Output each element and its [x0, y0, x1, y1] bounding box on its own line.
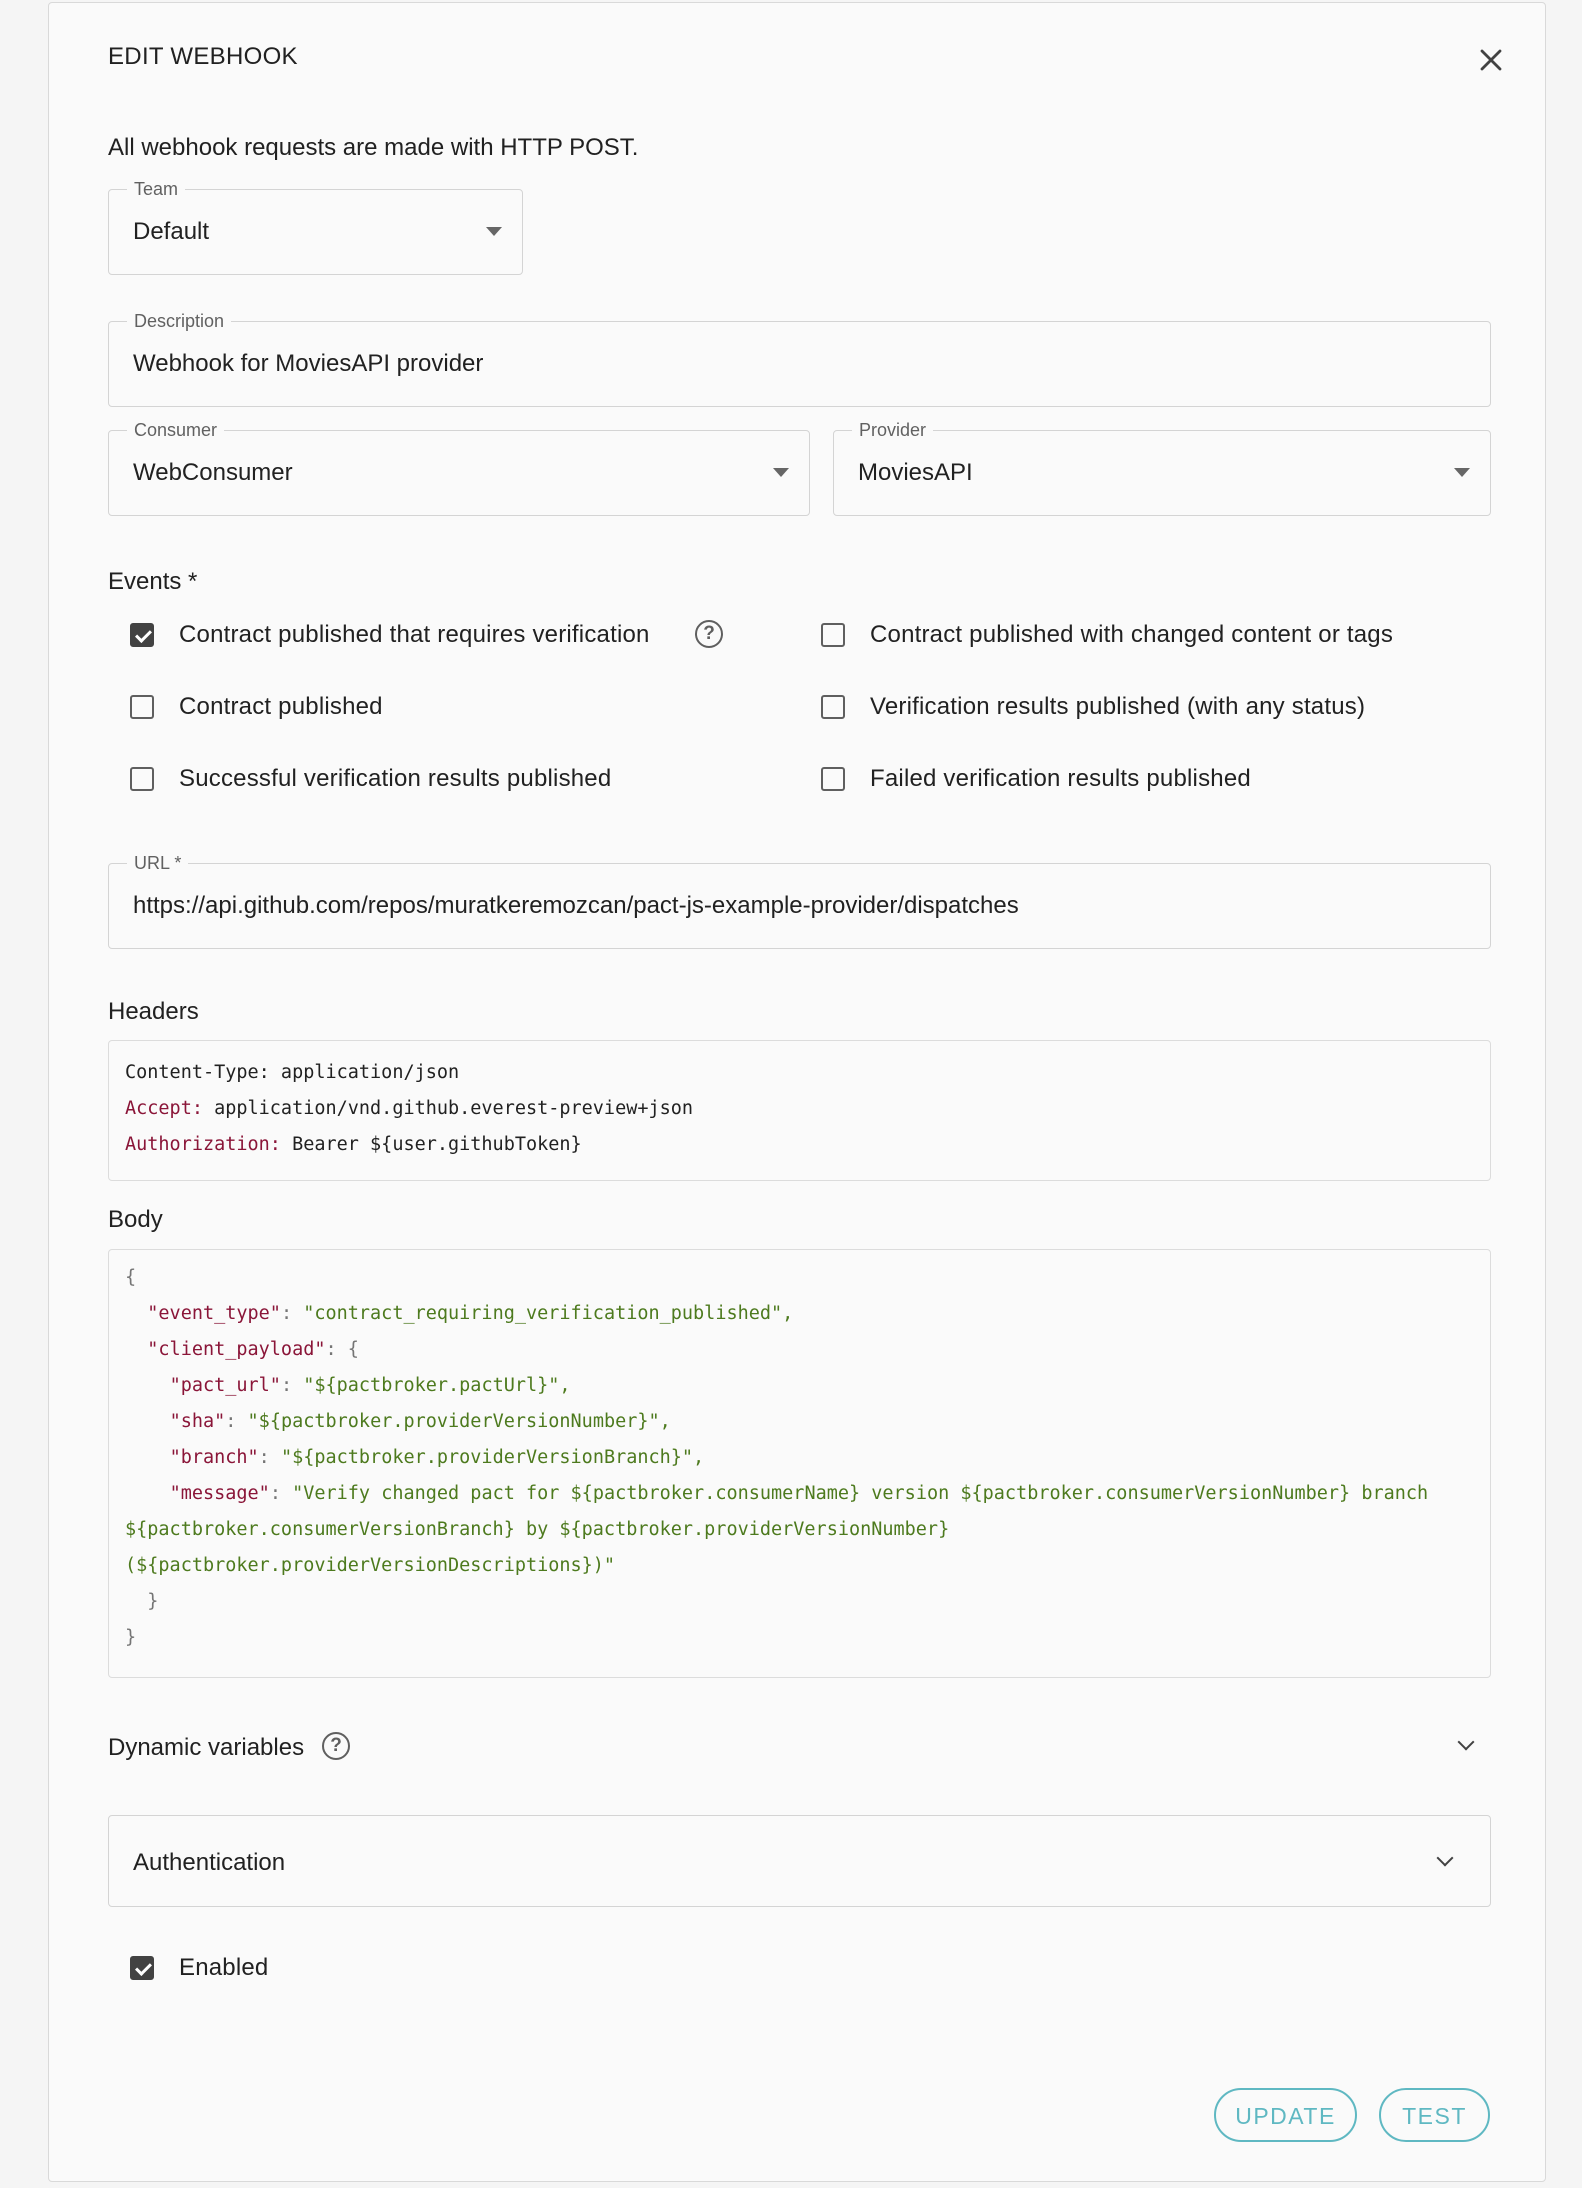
body-code-line: } [125, 1591, 159, 1612]
body-code-line: { [125, 1267, 137, 1288]
body-code-line: (${pactbroker.providerVersionDescriptions})" [125, 1555, 616, 1576]
dynamic-variables-label: Dynamic variables [108, 1734, 305, 1761]
http-post-note: All webhook requests are made with HTTP POST. [108, 134, 639, 161]
dropdown-arrow-icon [773, 468, 789, 477]
expand-dynamic-variables-chevron-icon[interactable] [1458, 1734, 1475, 1751]
event-checkbox-verification-any[interactable] [821, 695, 845, 719]
body-code-line: "message": "Verify changed pact for ${pactbroker.consumerName} version ${pactbroker.consumerVersionNumber} branch [169, 1483, 1429, 1504]
consumer-label: Consumer [127, 419, 224, 441]
url-label: URL * [127, 852, 188, 874]
event-checkbox-verification-failed[interactable] [821, 767, 845, 791]
url-field[interactable] [108, 853, 1491, 949]
consumer-select[interactable] [108, 420, 810, 516]
provider-value: MoviesAPI [858, 459, 973, 486]
provider-select[interactable] [833, 420, 1491, 516]
enabled-checkbox[interactable] [130, 1956, 154, 1980]
help-icon[interactable]: ? [695, 620, 723, 648]
consumer-value: WebConsumer [133, 459, 293, 486]
event-label: Contract published that requires verification [179, 621, 650, 648]
url-value: https://api.github.com/repos/muratkeremozcan/pact-js-example-provider/dispatches [133, 892, 1019, 919]
dropdown-arrow-icon [1454, 468, 1470, 477]
body-label: Body [108, 1206, 163, 1233]
event-label: Contract published [179, 693, 383, 720]
header-line: Content-Type: application/json [125, 1062, 460, 1083]
team-select[interactable] [108, 179, 523, 275]
dropdown-arrow-icon [486, 227, 502, 236]
authentication-label: Authentication [133, 1849, 286, 1876]
body-code-line: "client_payload": { [147, 1339, 359, 1360]
event-checkbox-contract-published[interactable] [130, 695, 154, 719]
event-checkbox-requires-verification[interactable] [130, 623, 154, 647]
event-label: Contract published with changed content or tags [870, 621, 1394, 648]
event-checkbox-verification-success[interactable] [130, 767, 154, 791]
description-label: Description [127, 310, 231, 332]
team-value: Default [133, 218, 210, 245]
body-code-line: ${pactbroker.consumerVersionBranch} by ${pactbroker.providerVersionNumber} [125, 1519, 950, 1540]
update-button[interactable]: UPDATE [1214, 2088, 1357, 2142]
body-code-line: "pact_url": "${pactbroker.pactUrl}", [169, 1375, 571, 1396]
event-label: Successful verification results published [179, 765, 612, 792]
description-field[interactable] [108, 311, 1491, 407]
description-value: Webhook for MoviesAPI provider [133, 350, 484, 377]
dialog-title: EDIT WEBHOOK [108, 43, 298, 70]
body-code-line: "branch": "${pactbroker.providerVersionBranch}", [169, 1447, 705, 1468]
body-editor[interactable] [108, 1249, 1491, 1678]
body-code-line: } [125, 1627, 137, 1648]
edit-webhook-dialog [48, 2, 1546, 2182]
provider-label: Provider [852, 419, 933, 441]
header-line: Authorization: Bearer ${user.githubToken} [125, 1134, 582, 1155]
enabled-label: Enabled [179, 1954, 269, 1981]
team-label: Team [127, 178, 185, 200]
headers-label: Headers [108, 998, 199, 1025]
chevron-down-icon [1437, 1850, 1454, 1867]
events-label: Events * [108, 568, 198, 595]
body-code-line: "sha": "${pactbroker.providerVersionNumber}", [169, 1411, 671, 1432]
header-line: Accept: application/vnd.github.everest-preview+json [125, 1098, 694, 1119]
close-icon [1469, 38, 1513, 82]
headers-editor[interactable] [108, 1040, 1491, 1181]
authentication-accordion[interactable] [108, 1815, 1491, 1907]
event-label: Failed verification results published [870, 765, 1251, 792]
body-code-line: "event_type": "contract_requiring_verification_published", [147, 1303, 794, 1324]
close-button[interactable] [1469, 38, 1513, 82]
event-label: Verification results published (with any status) [870, 693, 1366, 720]
test-button[interactable]: TEST [1379, 2088, 1490, 2142]
event-checkbox-changed-content[interactable] [821, 623, 845, 647]
help-icon[interactable]: ? [322, 1732, 350, 1760]
